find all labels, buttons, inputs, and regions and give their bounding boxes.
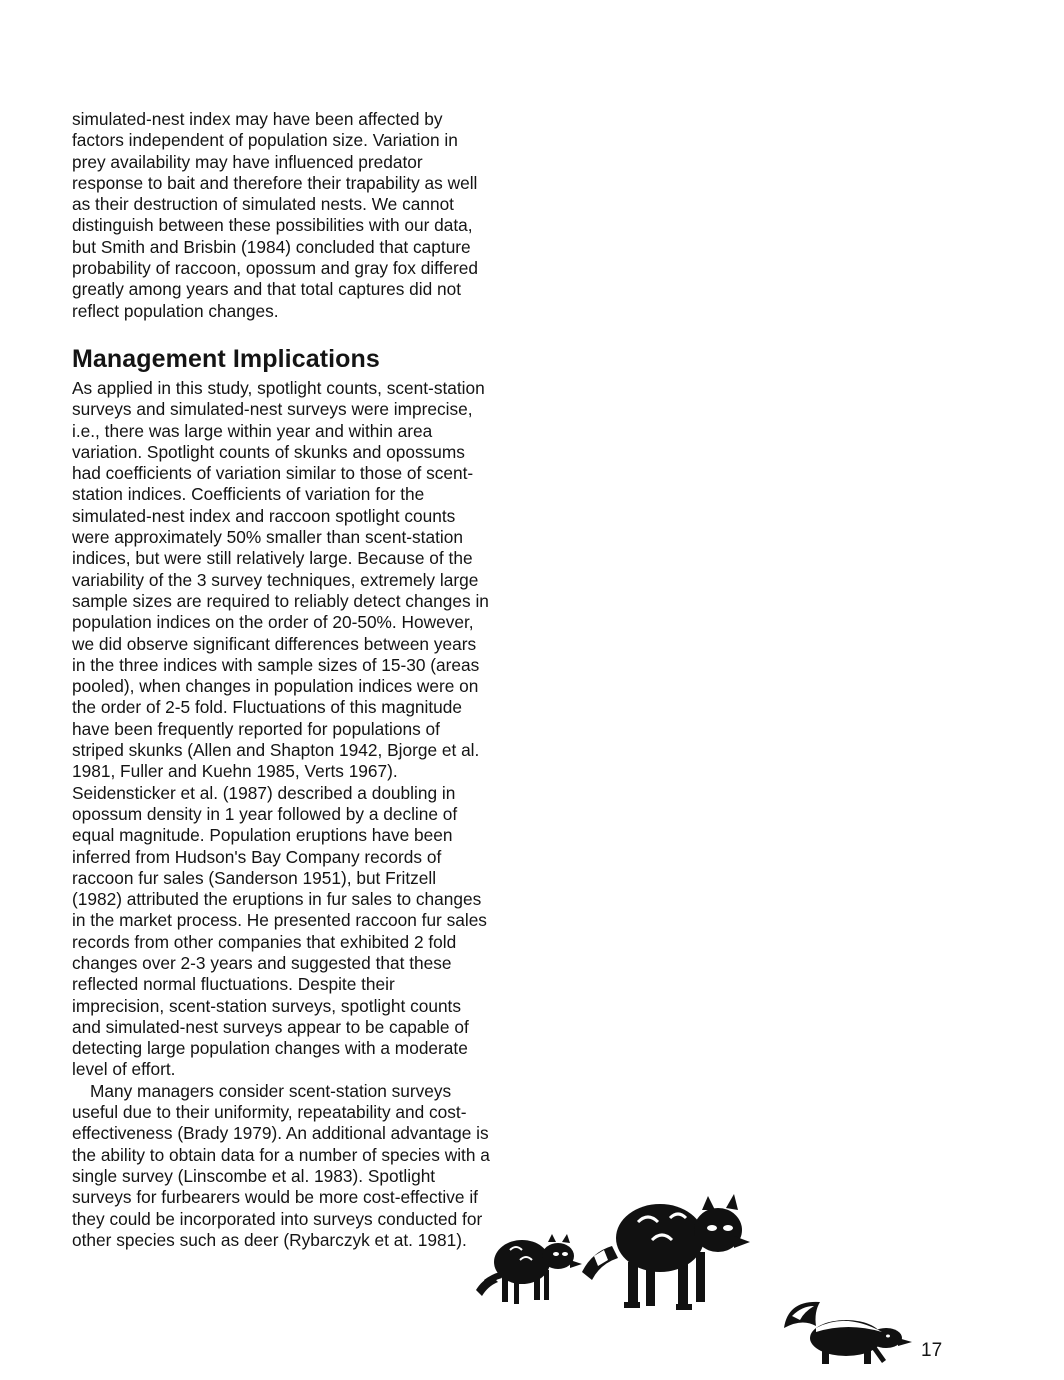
page-number: 17 [921, 1340, 943, 1361]
body-paragraph-2: Many managers consider scent-station surveys useful due to their uniformity, repeatability and cost-effectiveness (Brady 1979). An additional advantage is the ability to obtain data for a number of species with a single survey (Linscombe et al. 1983). Spotlight surveys for furbearers would be more cost-effective if they could be incorporated into surveys conducted for other species such as deer (Rybarczyk et at. 1981). [72, 1080, 490, 1250]
text-column [72, 109, 490, 1251]
body-paragraph-1: As applied in this study, spotlight counts, scent-station surveys and simulated-nest surveys were imprecise, i.e., there was large within year and within area variation. Spotlight counts of skunks and opossums had coefficients of variation similar to those of scent-station indices. Coefficients of variation for the simulated-nest index and raccoon spotlight counts were approximately 50% smaller than scent-station indices, but were still relatively large. Because of the variability of the 3 survey techniques, extremely large sample sizes are required to reliably detect changes in population indices on the order of 20-50%. However, we did observe significant differences between years in the three indices with sample sizes of 15-30 (areas pooled), when changes in population indices were on the order of 2-5 fold. Fluctuations of this magnitude have been frequently reported for populations of striped skunks (Allen and Shapton 1942, Bjorge et al. 1981, Fuller and Kuehn 1985, Verts 1967). Seidensticker et al. (1987) described a doubling in opossum density in 1 year followed by a decline of equal magnitude. Population eruptions have been inferred from Hudson's Bay Company records of raccoon fur sales (Sanderson 1951), but Fritzell (1982) attributed the eruptions in fur sales to changes in the market process. He presented raccoon fur sales records from other companies that exhibited 2 fold changes over 2-3 years and suggested that these reflected normal fluctuations. Despite their imprecision, scent-station surveys, spotlight counts and simulated-nest surveys appear to be capable of detecting large population changes with a moderate level of effort. [72, 377, 489, 1080]
skunk-icon [780, 1298, 912, 1366]
section-heading: Management Implications [72, 344, 380, 373]
raccoon-small-icon [470, 1220, 582, 1310]
intro-paragraph: simulated-nest index may have been affected by factors independent of population size. Variation in prey availability may have influenced predator response to bait and therefore their trapability as well as their destruction of simulated nests. We cannot distinguish between these possibilities with our data, but Smith and Brisbin (1984) concluded that capture probability of raccoon, opossum and gray fox differed greatly among years and that total captures did not reflect population changes. [72, 109, 479, 321]
raccoon-large-icon [578, 1186, 750, 1312]
